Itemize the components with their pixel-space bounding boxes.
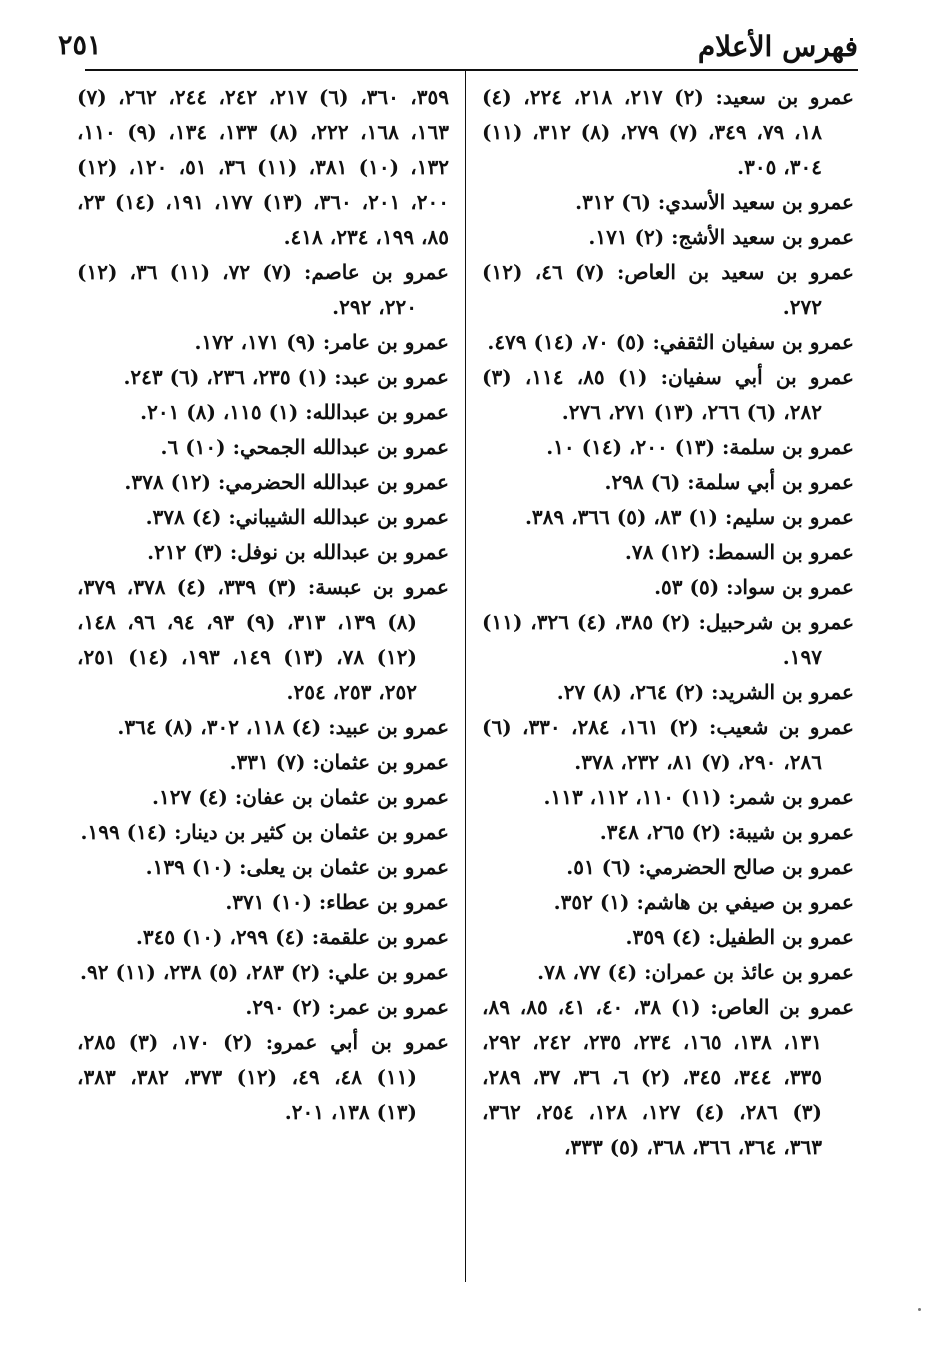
index-entry: عمرو بن عبدالله الجمحي: (١٠) ٦.: [160, 435, 449, 459]
page-title: فهرس الأعلام: [697, 30, 858, 63]
continued-entry: ٣٥٩، ٣٦٠، (٦) ٢١٧، ٢٤٢، ٢٤٤، ٢٦٢، (٧) ١٦٣، ١٦٨، ٢٢٢، (٨) ١٣٣، ١٣٤، (٩) ١١٠، ١٣٢، (١٠) ٣٨١، (١١) ٣٦، ٥١، ١٢٠، (١٢) ٢٠٠، ٢٠١، ٣٦٠، (١٣) ١٧٧، ١٩١، (١٤) ٢٣، ٨٥، ١٩٩، ٢٣٤، ٤١٨.: [77, 85, 450, 249]
index-entry: عمرو بن سفيان الثقفي: (٥) ٧٠، (١٤) ٤٧٩.: [487, 330, 854, 354]
index-entry: عمرو بن سعيد الأشج: (٢) ١٧١.: [588, 225, 854, 249]
index-entry: عمرو بن شمر: (١١) ١١٠، ١١٢، ١١٣.: [543, 785, 854, 809]
header-divider: [85, 69, 858, 71]
index-entry: عمرو بن سعيد الأسدي: (٦) ٣١٢.: [575, 190, 854, 214]
index-entry: عمرو بن العاص: (١) ٣٨، ٤٠، ٤١، ٨٥، ٨٩، ١٣١، ١٣٨، ١٦٥، ٢٣٤، ٢٣٥، ٢٤٢، ٢٩٢، ٣٣٥، ٣٤٤، ٣٤٥، (٢) ٦، ٣٦، ٣٧، ٢٨٩، (٣) ٢٨٦، (٤) ١٢٧، ١٢٨، ٢٥٤، ٣٦٢، ٣٦٣، ٣٦٤، ٣٦٦، ٣٦٨، (٥) ٣٣٣،: [482, 995, 855, 1159]
index-entry: عمرو بن عثمان بن عفان: (٤) ١٢٧.: [152, 785, 449, 809]
index-entry: عمرو بن عبدالله الشيباني: (٤) ٣٧٨.: [145, 505, 449, 529]
index-entry: عمرو بن عثمان بن يعلى: (١٠) ١٣٩.: [145, 855, 449, 879]
index-entry: عمرو بن سعيد بن العاص: (٧) ٤٦، (١٢) ٢٧٢.: [482, 260, 854, 319]
index-entry: عمرو بن الشريد: (٢) ٢٦٤، (٨) ٢٧.: [556, 680, 854, 704]
index-entry: عمرو بن عطاء: (١٠) ٣٧١.: [225, 890, 449, 914]
index-entry: عمرو بن أبي سلمة: (٦) ٢٩٨.: [604, 470, 854, 494]
index-entry: عمرو بن شعيب: (٢) ١٦١، ٢٨٤، ٣٣٠، (٦) ٢٨٦، ٢٩٠، (٧) ٨١، ٢٣٢، ٣٧٨.: [482, 715, 854, 774]
index-entry: عمرو بن علقمة: (٤) ٢٩٩، (١٠) ٣٤٥.: [135, 925, 449, 949]
index-entry: عمرو بن سعيد: (٢) ٢١٧، ٢١٨، ٢٢٤، (٤) ١٨، ٧٩، ٣٤٩، (٧) ٢٧٩، (٨) ٣١٢، (١١) ٣٠٤، ٣٠٥.: [482, 85, 854, 179]
index-entry: عمرو بن شيبة: (٢) ٢٦٥، ٣٤٨.: [599, 820, 854, 844]
page-header: [58, 22, 858, 68]
index-entry: عمرو بن أبي عمرو: (٢) ١٧٠، (٣) ٢٨٥، (١١) ٤٨، ٤٩، (١٢) ٣٧٣، ٣٨٢، ٣٨٣، (١٣) ١٣٨، ٢٠١.: [77, 1030, 449, 1124]
index-entry: عمرو بن علي: (٢) ٢٨٣، (٥) ٢٣٨، (١١) ٩٢.: [80, 960, 449, 984]
index-entry: عمرو بن عثمان بن كثير بن دينار: (١٤) ١٩٩.: [80, 820, 449, 844]
index-entry: عمرو بن عبدالله الحضرمي: (١٢) ٣٧٨.: [124, 470, 449, 494]
index-entry: عمرو بن صالح الحضرمي: (٦) ٥١.: [566, 855, 854, 879]
index-entry: عمرو بن عمر: (٢) ٢٩٠.: [245, 995, 449, 1019]
index-entry: عمرو بن عائذ بن عمران: (٤) ٧٧، ٧٨.: [537, 960, 854, 984]
index-entry: عمرو بن عثمان: (٧) ٣٣١.: [229, 750, 449, 774]
index-entry: عمرو بن عبدالله بن نوفل: (٣) ٢١٢.: [147, 540, 449, 564]
right-column: [482, 80, 854, 1165]
column-divider: [465, 70, 466, 1282]
index-entry: عمرو بن أبي سفيان: (١) ٨٥، ١١٤، (٣) ٢٨٢، (٦) ٢٦٦، (١٣) ٢٧١، ٢٧٦.: [482, 365, 854, 424]
index-entry: عمرو بن سليم: (١) ٨٣، (٥) ٣٦٦، ٣٨٩.: [524, 505, 854, 529]
index-entry: عمرو بن السمط: (١٢) ٧٨.: [624, 540, 854, 564]
index-entry: عمرو بن شرحبيل: (٢) ٣٨٥، (٤) ٣٢٦، (١١) ١٩٧.: [482, 610, 855, 669]
index-entry: عمرو بن عبد: (١) ٢٣٥، ٢٣٦، (٦) ٢٤٣.: [123, 365, 449, 389]
index-entry: عمرو بن عبيد: (٤) ١١٨، ٣٠٢، (٨) ٣٦٤.: [117, 715, 449, 739]
page-number: ٢٥١: [58, 30, 102, 61]
left-column: [77, 80, 449, 1130]
index-entry: عمرو بن عامر: (٩) ١٧١، ١٧٢.: [194, 330, 449, 354]
index-entry: عمرو بن سواد: (٥) ٥٣.: [654, 575, 854, 599]
index-entry: عمرو بن صيفي بن هاشم: (١) ٣٥٢.: [553, 890, 854, 914]
index-entry: عمرو بن سلمة: (١٣) ٢٠٠، (١٤) ١٠.: [546, 435, 854, 459]
index-entry: عمرو بن عاصم: (٧) ٧٢، (١١) ٣٦، (١٢) ٢٢٠، ٢٩٢.: [77, 260, 449, 319]
index-entry: عمرو بن الطفيل: (٤) ٣٥٩.: [625, 925, 854, 949]
index-entry: عمرو بن عبسة: (٣) ٣٣٩، (٤) ٣٧٨، ٣٧٩، (٨) ١٣٩، ٣١٣، (٩) ٩٣، ٩٤، ٩٦، ١٤٨، (١٢) ٧٨، (١٣) ١٤٩، ١٩٣، (١٤) ٢٥١، ٢٥٢، ٢٥٣، ٢٥٤.: [77, 575, 449, 704]
index-entry: عمرو بن عبدالله: (١) ١١٥، (٨) ٢٠١.: [140, 400, 449, 424]
scan-speck: [918, 1308, 921, 1311]
